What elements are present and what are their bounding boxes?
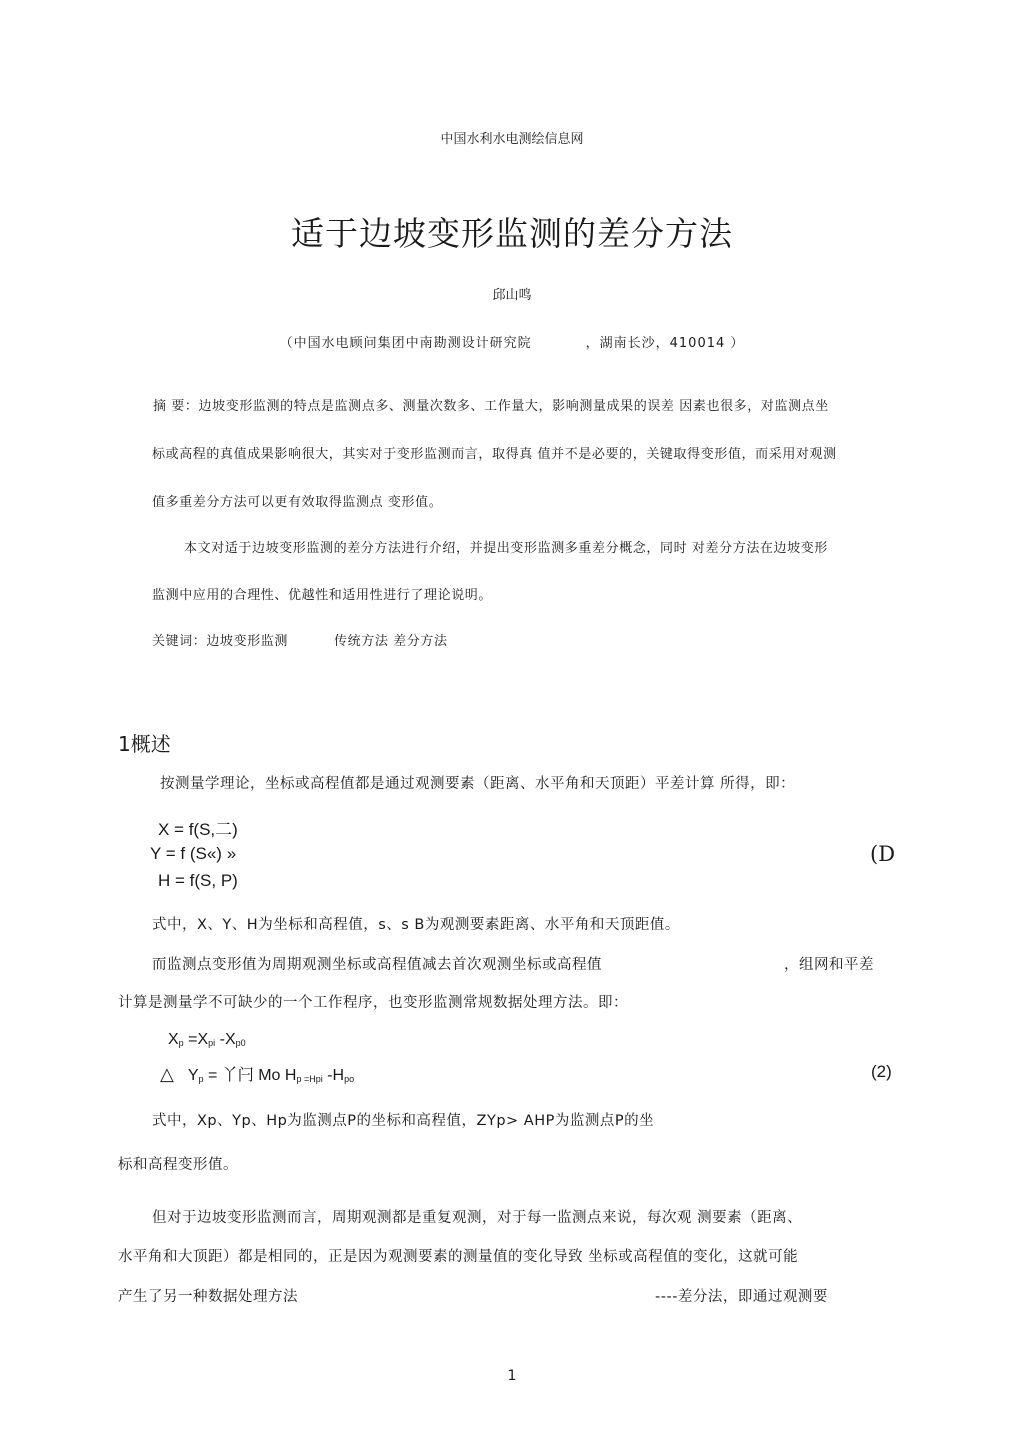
keywords (152, 630, 448, 649)
equation-1-x: X = f(S,二) (158, 820, 238, 839)
equation-2-x: $X_p =X_{pi}$ $-X_{p0}$ (168, 1031, 246, 1048)
keywords-label: 关键词：边坡变形监测 (152, 634, 289, 649)
delta-symbol: △ (160, 1064, 174, 1084)
abstract-line-1: 摘 要：边坡变形监测的特点是监测点多、测量次数多、工作量大，影响测量成果的误差 因素也很多，对监测点坐 (153, 399, 829, 414)
paragraph-8: 水平角和大顶距）都是相同的，正是因为观测要素的测量值的变化导致 坐标或高程值的变化，这就可能 (118, 1249, 799, 1265)
affiliation (0, 332, 1024, 351)
paragraph-9-right: ----差分法，即通过观测要 (655, 1289, 828, 1305)
paper-title: 适于边坡变形监测的差分方法 (291, 214, 733, 253)
equation-2-y-h: △ $Y_p$ = 丫闩 Mo $H_{p =Hpi}$ $-H_{po}$ (160, 1064, 355, 1084)
abstract-line-3: 值多重差分方法可以更有效取得监测点 变形值。 (152, 495, 443, 510)
equation-2-number: (2) (871, 1062, 892, 1081)
paragraph-9-left: 产生了另一种数据处理方法 (118, 1289, 298, 1305)
paragraph-7: 但对于边坡变形监测而言，周期观测都是重复观测，对于每一监测点来说，每次观 测要素（距离、 (152, 1210, 803, 1226)
abstract-line-2: 标或高程的真值成果影响很大，其实对于变形监测而言，取得真 值并不是必要的，关键取得变形值，而采用对观测 (152, 447, 837, 462)
paragraph-2: 式中，X、Y、H为坐标和高程值，s、s B为观测要素距离、水平角和天顶距值。 (152, 917, 680, 933)
equation-1-y: Y = f (S«) » (150, 844, 237, 863)
paragraph-6: 标和高程变形值。 (118, 1157, 238, 1173)
paragraph-4: 计算是测量学不可缺少的一个工作程序，也变形监测常规数据处理方法。即： (118, 995, 628, 1011)
abstract-line-4: 本文对适于边坡变形监测的差分方法进行介绍，并提出变形监测多重差分概念，同时 对差分方法在边坡变形 (184, 541, 828, 556)
author-name: 邱山鸣 (492, 288, 532, 303)
paragraph-3-right: ，组网和平差 (784, 957, 874, 973)
equation-1-number: (D (870, 842, 896, 866)
abstract-line-5: 监测中应用的合理性、优越性和适用性进行了理论说明。 (152, 588, 493, 603)
equation-1-h: H = f(S, P) (158, 871, 238, 890)
section-heading: 1概述 (118, 732, 171, 756)
paragraph-1: 按测量学理论，坐标或高程值都是通过观测要素（距离、水平角和天顶距）平差计算 所得，即： (160, 776, 796, 792)
affiliation-institute: （中国水电顾问集团中南勘测设计研究院 (279, 336, 532, 351)
paragraph-3-left: 而监测点变形值为周期观测坐标或高程值减去首次观测坐标或高程值 (152, 957, 602, 973)
paragraph-5: 式中，Xp、Yp、Hp为监测点P的坐标和高程值，ZYp> AHP为监测点P的坐 (152, 1113, 655, 1129)
site-header: 中国水利水电测绘信息网 (440, 132, 584, 147)
affiliation-location: ，湖南长沙，410014 ） (585, 336, 745, 351)
keywords-list: 传统方法 差分方法 (334, 634, 448, 649)
page-number: 1 (507, 1368, 517, 1384)
